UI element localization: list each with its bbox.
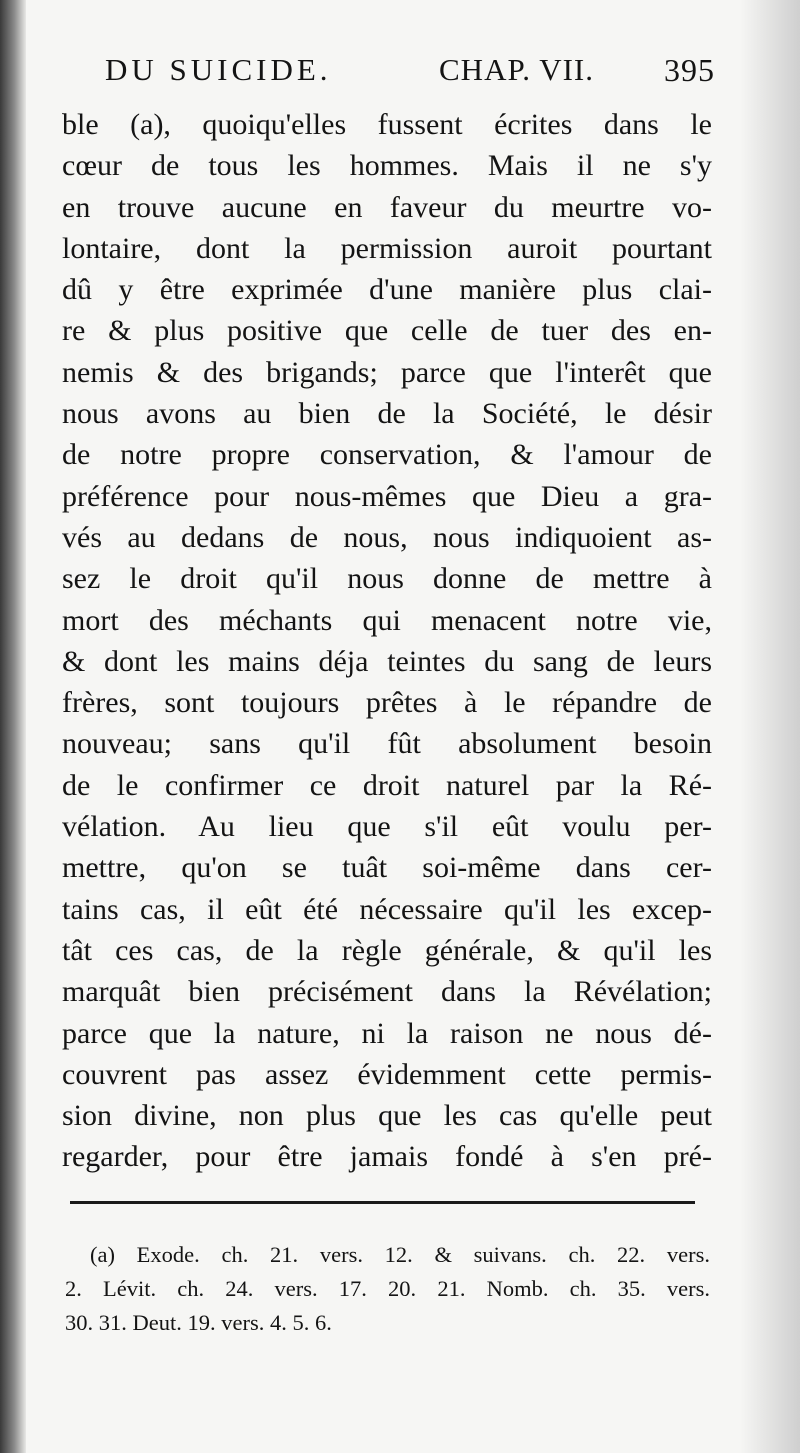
text-line: couvrent pas assez évidemment cette permis- — [62, 1057, 712, 1091]
running-head — [105, 44, 715, 96]
footnote-line: 30. 31. Deut. 19. vers. 4. 5. 6. — [65, 1310, 332, 1335]
running-head-chapter: CHAP. VII. — [439, 52, 594, 87]
text-line: nous avons au bien de la Société, le désir — [62, 397, 712, 431]
footnote-rule — [70, 1201, 695, 1204]
text-line: vés au dedans de nous, nous indiquoient as- — [62, 520, 712, 554]
text-line: parce que la nature, ni la raison ne nous dé- — [62, 1016, 712, 1050]
footnote — [65, 1238, 710, 1340]
text-line: nouveau; sans qu'il fût absolument besoin — [62, 727, 712, 761]
running-head-title: DU SUICIDE. — [105, 52, 332, 87]
page-edge-left — [0, 0, 26, 1453]
text-line: préférence pour nous-mêmes que Dieu a gra- — [62, 479, 712, 513]
text-line: en trouve aucune en faveur du meurtre vo- — [62, 190, 712, 224]
text-line: sion divine, non plus que les cas qu'elle peut — [62, 1099, 712, 1133]
text-line: marquât bien précisément dans la Révélation; — [62, 975, 712, 1009]
text-line: & dont les mains déja teintes du sang de leurs — [62, 644, 712, 678]
text-line: tains cas, il eût été nécessaire qu'il les excep- — [62, 892, 712, 926]
footnote-line: 2. Lévit. ch. 24. vers. 17. 20. 21. Nomb. ch. 35. vers. — [65, 1276, 710, 1301]
text-line: regarder, pour être jamais fondé à s'en pré- — [62, 1140, 712, 1174]
text-line: tât ces cas, de la règle générale, & qu'il les — [62, 933, 712, 967]
text-line: dû y être exprimée d'une manière plus clai- — [62, 273, 712, 307]
text-line: frères, sont toujours prêtes à le répandre de — [62, 686, 712, 720]
footnote-line: (a) Exode. ch. 21. vers. 12. & suivans. ch. 22. vers. — [90, 1242, 710, 1267]
text-line: vélation. Au lieu que s'il eût voulu per- — [62, 810, 712, 844]
text-line: cœur de tous les hommes. Mais il ne s'y — [62, 149, 712, 183]
page-number: 395 — [664, 52, 715, 88]
text-line: lontaire, dont la permission auroit pourtant — [62, 231, 712, 265]
text-line: mettre, qu'on se tuât soi-même dans cer- — [62, 851, 712, 885]
page-edge-right — [740, 0, 800, 1453]
text-line: mort des méchants qui menacent notre vie, — [62, 603, 712, 637]
text-line: de le confirmer ce droit naturel par la Ré- — [62, 768, 712, 802]
text-line: ble (a), quoiqu'elles fussent écrites dans le — [62, 108, 712, 141]
text-line: nemis & des brigands; parce que l'interêt que — [62, 355, 712, 389]
text-line: re & plus positive que celle de tuer des en- — [62, 314, 712, 348]
text-line: de notre propre conservation, & l'amour de — [62, 438, 712, 472]
text-line: sez le droit qu'il nous donne de mettre à — [62, 562, 712, 596]
body-text — [62, 104, 712, 1178]
